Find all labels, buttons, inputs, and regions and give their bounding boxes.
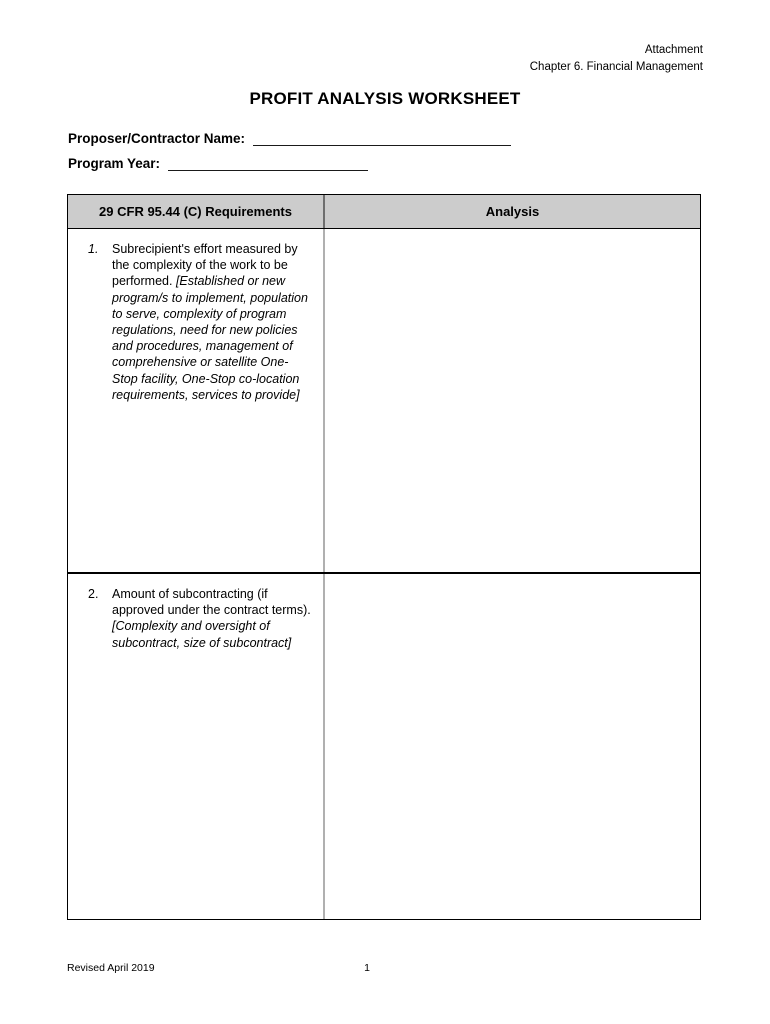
analysis-cell-1[interactable] — [325, 229, 700, 572]
field-label-program-year: Program Year: — [68, 156, 161, 171]
requirement-item-2 — [68, 586, 315, 651]
table-row — [68, 229, 700, 574]
requirement-text-1 — [112, 241, 315, 403]
profit-analysis-table — [67, 194, 701, 920]
column-header-requirements: 29 CFR 95.44 (C) Requirements — [68, 195, 325, 228]
page-title: PROFIT ANALYSIS WORKSHEET — [249, 89, 521, 108]
requirement-item-1 — [68, 241, 315, 403]
field-input-program-year[interactable] — [168, 157, 368, 171]
footer-revision: Revised April 2019 — [67, 962, 155, 974]
analysis-cell-2[interactable] — [325, 574, 700, 919]
table-header-row — [68, 195, 700, 229]
requirement-text-plain-1: Subrecipient's effort measured by the complexity of the work to be performed. — [112, 242, 298, 289]
field-proposer-contractor-name — [68, 131, 511, 146]
field-input-proposer-contractor-name[interactable] — [253, 132, 511, 146]
header-attachment-line: Attachment — [644, 44, 703, 56]
column-header-analysis: Analysis — [485, 204, 540, 219]
requirement-text-italic-1: [Established or new program/s to implement, population to serve, complexity of program regulations, need for new policies and procedures, management of comprehensive or satellite One-Stop facility, One-Stop co-location requirements, services to provide] — [112, 274, 308, 402]
requirement-text-2 — [112, 586, 315, 651]
header-chapter-line: Chapter 6. Financial Management — [529, 61, 703, 73]
field-program-year — [68, 156, 368, 171]
requirement-cell-2 — [68, 574, 325, 919]
requirement-text-plain-2: Amount of subcontracting (if approved under the contract terms). — [112, 587, 311, 618]
requirement-number-1: 1. — [88, 242, 99, 256]
document-header — [530, 42, 703, 76]
requirement-number-2: 2. — [88, 587, 99, 601]
footer-page-number: 1 — [364, 962, 370, 974]
requirement-text-italic-2: [Complexity and oversight of subcontract, size of subcontract] — [112, 619, 292, 650]
requirement-cell-1 — [68, 229, 325, 572]
field-label-proposer-contractor-name: Proposer/Contractor Name: — [68, 131, 246, 146]
table-row — [68, 574, 700, 919]
